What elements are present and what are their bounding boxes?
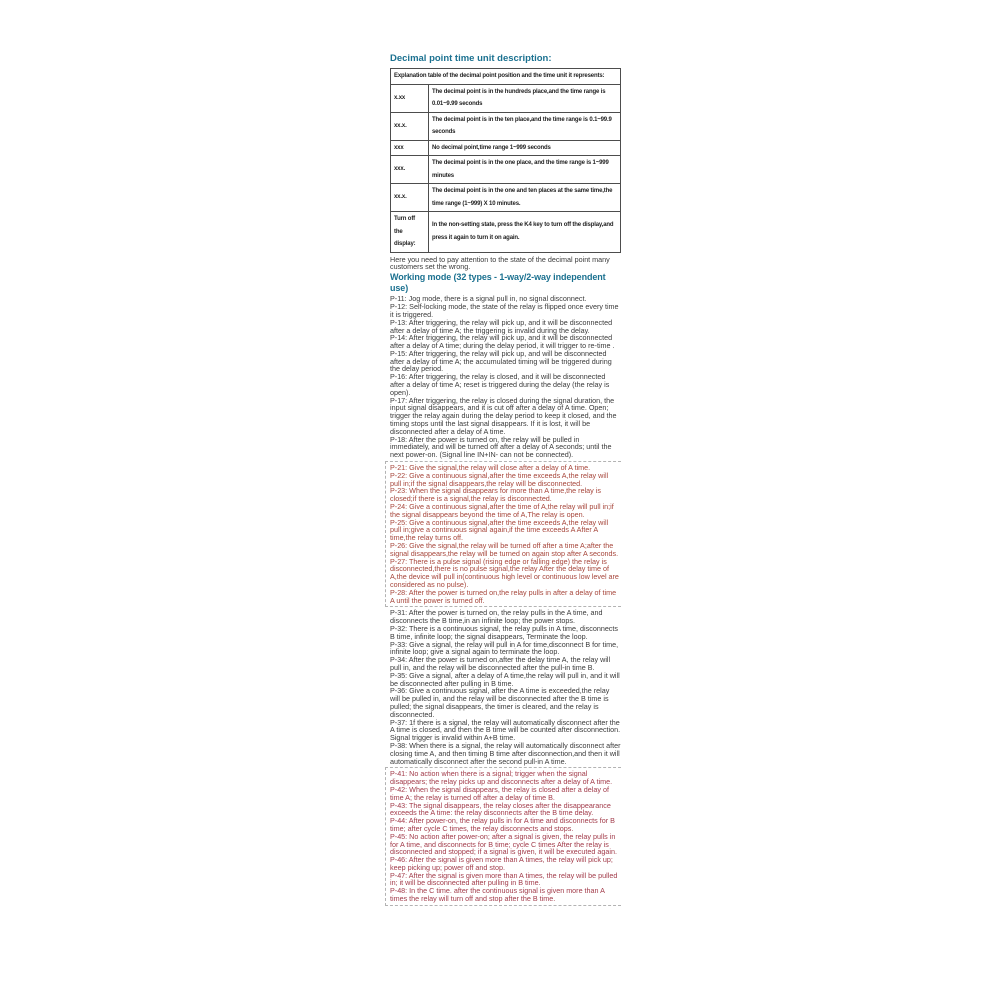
mode-item: P-33: Give a signal, the relay will pull in A for time,disconnect B for time, infinite loop; give a signal again to terminate the loop.	[390, 639, 619, 657]
mode-item: P-37: 1f there is a signal, the relay will automatically disconnect after the A time is closed, and then the B time will be counted after disconnection. Signal trigger is invalid within A+B time.	[390, 717, 621, 743]
mode-item: P-16: After triggering, the relay is closed, and it will be disconnected after a delay of time A; reset is triggered during the delay (the relay is open).	[390, 372, 610, 397]
mode-item: P-26: Give the signal,the relay will be turned off after a time A;after the signal disappears,the relay will be turned on again stop after A seconds.	[390, 541, 619, 558]
mode-item: P-41: No action when there is a signal; trigger when the signal disappears; the relay picks up and disconnects after a delay of A time.	[390, 769, 613, 787]
table-header-row	[391, 69, 621, 85]
row-label-cell: xxx.	[391, 156, 429, 184]
mode-item: P-35: Give a signal, after a delay of A time,the relay will pull in, and it will be disconnected after pulling in B time.	[390, 670, 620, 688]
mode-item: P-46: After the signal is given more than A times, the relay will pick up; keep picking up; power off and stop.	[390, 855, 613, 872]
table-row	[391, 140, 621, 156]
row-label-cell: xx.x.	[391, 112, 429, 140]
mode-item: P-31: After the power is turned on, the relay pulls in the A time, and disconnects the B time,in an infinite loop; the power stops.	[390, 608, 603, 626]
mode-item: P-13: After triggering, the relay will pick up, and it will be disconnected after a delay of time A; the triggering is invalid during the delay.	[390, 317, 613, 335]
row-desc-cell: The decimal point is in the one and ten places at the same time,the time range (1~999) X 10 minutes.	[429, 184, 621, 212]
section-modes-p21-p28	[385, 461, 621, 607]
row-desc-cell: No decimal point,time range 1~999 seconds	[429, 140, 621, 156]
row-desc-cell: In the non-setting state, press the K4 key to turn off the display,and press it again to turn it on again.	[429, 212, 621, 253]
row-desc-cell: The decimal point is in the hundreds place,and the time range is 0.01~9.99 seconds	[429, 84, 621, 112]
mode-item: P-12: Self-locking mode, the state of the relay is flipped once every time it is triggered.	[390, 302, 619, 319]
row-label-cell: Turn off the display:	[391, 212, 429, 253]
mode-item: P-28: After the power is turned on,the relay pulls in after a delay of time A until the power is turned off.	[390, 587, 617, 605]
decimal-point-note: Here you need to pay attention to the state of the decimal point many customers set the wrong.	[390, 254, 610, 272]
mode-item: P-15: After triggering, the relay will pick up, and will be disconnected after a delay of time A; the accumulated timing will be triggered during the delay period.	[390, 348, 612, 374]
table-row	[391, 212, 621, 253]
mode-item: P-14: After triggering, the relay will pick up, and it will be disconnected after a delay of A time; during the delay period, it will trigger to re-time .	[390, 333, 615, 351]
content-column	[390, 53, 621, 908]
mode-item: P-43: The signal disappears, the relay closes after the disappearance exceeds the A time: the relay disconnects after the B time delay.	[390, 800, 611, 818]
mode-item: P-32: There is a continuous signal, the relay pulls in A time, disconnects B time, infinite loop; the signal disappears, Terminate the loop.	[390, 623, 618, 641]
row-label-cell: xx.x.	[391, 184, 429, 212]
mode-item: P-21: Give the signal,the relay will close after a delay of A time.	[390, 463, 591, 473]
section-modes-p31-p38	[390, 609, 621, 765]
mode-item: P-47: After the signal is given more than A times, the relay will be pulled in; it will be disconnected after pulling in B time.	[390, 870, 618, 888]
mode-item: P-23: When the signal disappears for more than A time,the relay is closed;if there is a signal,the relay is disconnected.	[390, 486, 601, 504]
mode-item: P-18: After the power is turned on, the relay will be pulled in immediately, and will be turned off after a delay of A seconds; until the next power-on. (Signal line IN+IN- can not be connected).	[390, 434, 612, 460]
page-title: Decimal point time unit description:	[390, 53, 552, 64]
mode-item: P-48: In the C time. after the continuous signal is given more than A times the relay will turn off and stop after the B time.	[390, 886, 605, 904]
mode-item: P-25: Give a continuous signal,after the time exceeds A,the relay will pull in;give a continuous signal again,if the time exceeds A After A time,the relay turns off.	[390, 517, 609, 543]
mode-item: P-36: Give a continuous signal, after the A time is exceeded,the relay will be pulled in, and the relay will be disconnected after the B time is pulled; the signal disappears, the timer is cleared, and the relay is disconnected.	[390, 686, 610, 719]
working-mode-heading: Working mode (32 types - 1-way/2-way independent use)	[390, 272, 606, 293]
row-desc-cell: The decimal point is in the ten place,and the time range is 0.1~99.9 seconds	[429, 112, 621, 140]
table-row	[391, 112, 621, 140]
row-label-cell: xxx	[391, 140, 429, 156]
mode-item: P-34: After the power is turned on,after the delay time A, the relay will pull in, and the relay will be disconnected after the pull-in time B.	[390, 655, 611, 672]
table-row	[391, 156, 621, 184]
row-label-cell: x.xx	[391, 84, 429, 112]
table-header-cell: Explanation table of the decimal point position and the time unit it represents:	[391, 69, 621, 85]
mode-item: P-11: Jog mode, there is a signal pull in, no signal disconnect.	[390, 294, 587, 304]
mode-item: P-27: There is a pulse signal (rising edge or falling edge) the relay is disconnected,there is no pulse signal,the relay After the delay time of A,the device will pull in(continuous high level or continuous low level are considered as no pulse).	[390, 556, 619, 589]
mode-item: P-17: After triggering, the relay is closed during the signal duration, the input signal disappears, and it is cut off after a delay of A time. Open; trigger the relay again during the delay period to keep it closed, and the timing stops until the last signal disappears. If it is lost, it will be disconnected after a delay of A time.	[390, 395, 617, 436]
decimal-point-table	[390, 68, 621, 253]
mode-item: P-22: Give a continuous signal,after the time exceeds A,the relay will pull in;if the signal disappears,the relay will be disconnected.	[390, 470, 609, 488]
table-row	[391, 184, 621, 212]
section-modes-p11-p18	[390, 295, 621, 459]
mode-item: P-24: Give a continuous signal,after the time of A,the relay will pull in;if the signal disappears beyond the time of A,The relay is open.	[390, 502, 614, 519]
section-modes-p41-p48	[385, 767, 621, 906]
table-row	[391, 84, 621, 112]
mode-item: P-38: When there is a signal, the relay will automatically disconnect after closing time A, and then timing B time after disconnection,and then it will automatically disconnect after the second pull-in A time.	[390, 740, 621, 766]
row-desc-cell: The decimal point is in the one place, and the time range is 1~999 minutes	[429, 156, 621, 184]
mode-item: P-45: No action after power-on; after a signal is given, the relay pulls in for A time, and disconnects for B time; cycle C times After the relay is disconnected and stopped; if a signal is given, it will be executed again.	[390, 831, 617, 857]
mode-item: P-44: After power-on, the relay pulls in for A time and disconnects for B time; after cycle C times, the relay disconnects and stops.	[390, 816, 615, 833]
mode-item: P-42: When the signal disappears, the relay is closed after a delay of time A; the relay is turned off after a delay of time B.	[390, 784, 609, 802]
